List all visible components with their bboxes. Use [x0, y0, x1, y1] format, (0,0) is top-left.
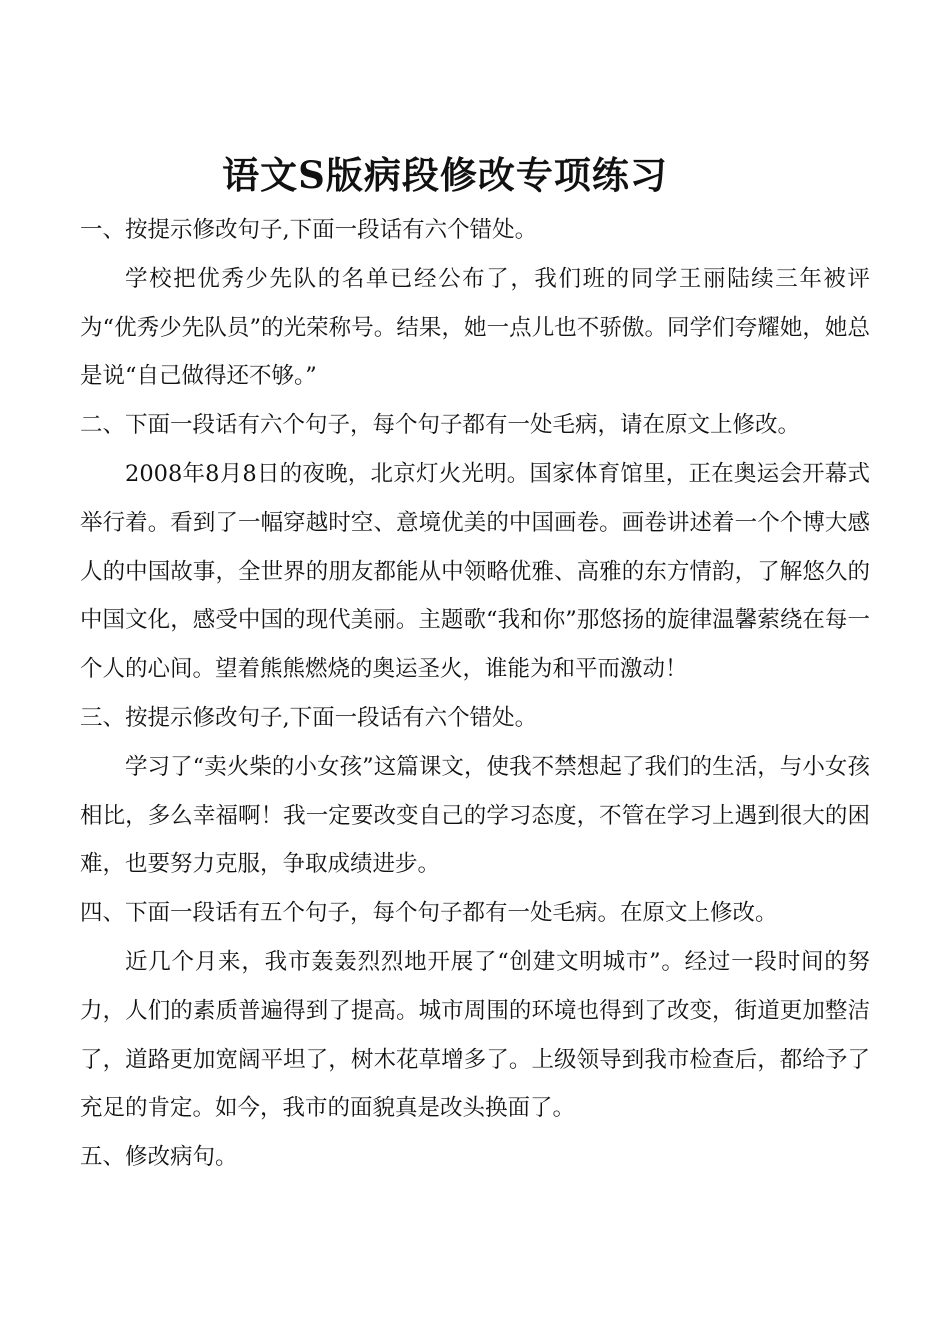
section-2-paragraph: 2008年8月8日的夜晚，北京灯火光明。国家体育馆里，正在奥运会开幕式举行着。看到了一幅穿越时空、意境优美的中国画卷。画卷讲述着一个个博大感人的中国故事，全世界的朋友都能从中领略优雅、高雅的东方情韵，了解悠久的中国文化，感受中国的现代美丽。主题歌“我和你”那悠扬的旋律温馨萦绕在每一个人的心间。望着熊熊燃烧的奥运圣火，谁能为和平而激动！ [80, 460, 870, 683]
section-1-paragraph: 学校把优秀少先队的名单已经公布了，我们班的同学王丽陆续三年被评为“优秀少先队员”的光荣称号。结果，她一点儿也不骄傲。同学们夸耀她，她总是说“自己做得还不够。” [80, 265, 870, 390]
section-4-paragraph: 近几个月来，我市轰轰烈烈地开展了“创建文明城市”。经过一段时间的努力，人们的素质普遍得到了提高。城市周围的环境也得到了改变，街道更加整洁了，道路更加宽阔平坦了，树木花草增多了。上级领导到我市检查后，都给予了充足的肯定。如今，我市的面貌真是改头换面了。 [80, 948, 870, 1122]
section-3-paragraph: 学习了“卖火柴的小女孩”这篇课文，使我不禁想起了我们的生活，与小女孩相比，多么幸福啊！我一定要改变自己的学习态度，不管在学习上遇到很大的困难，也要努力克服，争取成绩进步。 [80, 753, 870, 878]
document-title: 语文S版病段修改专项练习 [222, 152, 668, 197]
section-3-heading: 三、按提示修改句子,下面一段话有六个错处。 [80, 704, 538, 731]
section-1-heading: 一、按提示修改句子,下面一段话有六个错处。 [80, 217, 538, 243]
section-5-heading: 五、修改病句。 [80, 1144, 238, 1171]
section-2-heading: 二、下面一段话有六个句子，每个句子都有一处毛病，请在原文上修改。 [80, 412, 801, 439]
section-4-heading: 四、下面一段话有五个句子，每个句子都有一处毛病。在原文上修改。 [80, 900, 778, 927]
document-body [80, 206, 870, 1182]
